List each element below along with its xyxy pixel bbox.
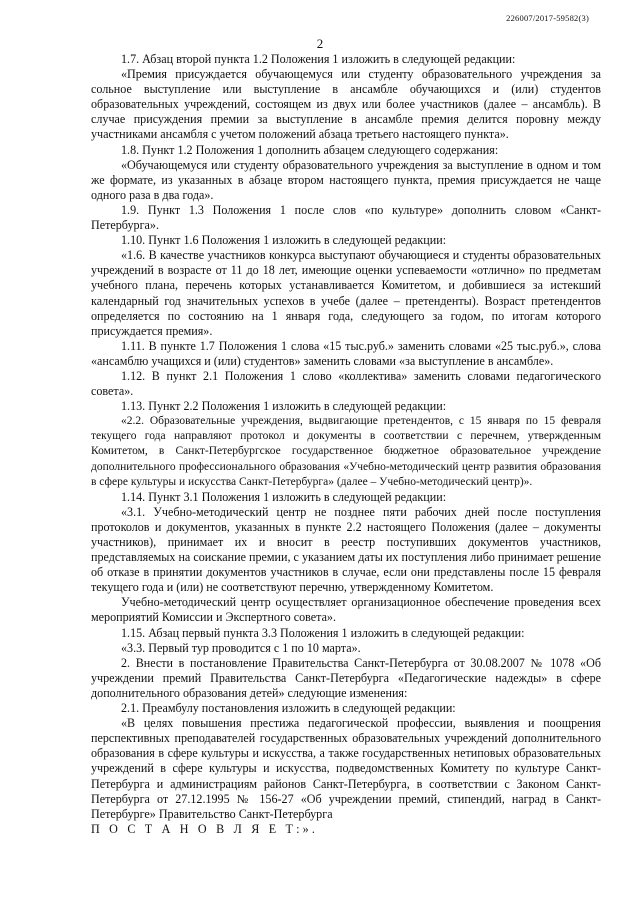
paragraph-1-12: 1.12. В пункт 2.1 Положения 1 слово «коллектива» заменить словами педагогического совета». xyxy=(91,368,601,399)
paragraph-1-10-quote: «1.6. В качестве участников конкурса выступают обучающиеся и студенты образовательных учреждений в возрасте от 11 до 18 лет, имеющие оценки успеваемости «отлично» по предметам учебного плана, перечень которых устанавливается Комитетом, и добившиеся за истекший календарный год значительных успехов в учебе (далее – претенденты). Возраст претендентов определяется по состоянию на 1 января года, следующего за годом, по итогам которого присуждается премия». xyxy=(91,248,601,338)
paragraph-1-13-quote: «2.2. Образовательные учреждения, выдвигающие претендентов, с 15 января по 15 февраля текущего года направляют протокол и документы в соответствии с перечнем, утвержденным Комитетом, в Санкт-Петербургское государственное бюджетное образовательное учреждение дополнительного профессионального образования «Учебно-методический центр развития образования в сфере культуры и искусства Санкт-Петербурга» (далее – Учебно-методический центр)». xyxy=(91,415,601,488)
paragraph-1-10: 1.10. Пункт 1.6 Положения 1 изложить в следующей редакции: xyxy=(121,233,447,248)
paragraph-1-11: 1.11. В пункте 1.7 Положения 1 слова «15 тыс.руб.» заменить словами «25 тыс.руб.», слова «ансамблю учащихся и (или) студентов» заменить словами «за выступление в ансамбле». xyxy=(91,338,601,368)
paragraph-2-1: 2.1. Преамбулу постановления изложить в следующей редакции: xyxy=(121,701,456,716)
paragraph-2-1-quote: «В целях повышения престижа педагогической профессии, выявления и поощрения перспективных преподавателей государственных образовательных учреждений дополнительного образования в сфере культуры и искусства, а также государственных нетиповых образовательных учреждений в сфере культуры и искусства, подведомственных Комитету по культуре Санкт-Петербурга и администрациям районов Санкт-Петербурга, в соответствии с Законом Санкт-Петербурга от 27.12.1995 № 156-27 «Об учреждении премий, стипендий, наград в Санкт-Петербурге» Правительство Санкт-Петербурга xyxy=(91,716,601,821)
paragraph-1-15: 1.15. Абзац первый пункта 3.3 Положения 1 изложить в следующей редакции: xyxy=(121,625,525,640)
paragraph-1-8-quote: «Обучающемуся или студенту образовательного учреждения за выступление в одном и том же формате, из указанных в абзаце втором настоящего пункта, премия присуждается не чаще одного раза в два года». xyxy=(91,157,601,202)
paragraph-1-9: 1.9. Пункт 1.3 Положения 1 после слов «по культуре» дополнить словом «Санкт-Петербурга». xyxy=(91,202,601,233)
paragraph-2: 2. Внести в постановление Правительства Санкт-Петербурга от 30.08.2007 № 1078 «Об учреждении премий Правительства Санкт-Петербурга «Педагогические надежды» в сфере дополнительного образования детей» следующие изменения: xyxy=(91,655,601,700)
paragraph-1-14: 1.14. Пункт 3.1 Положения 1 изложить в следующей редакции: xyxy=(121,489,447,504)
paragraph-1-8: 1.8. Пункт 1.2 Положения 1 дополнить абзацем следующего содержания: xyxy=(121,142,499,157)
paragraph-1-14-quote-2: Учебно-методический центр осуществляет организационное обеспечение проведения всех мероприятий Комиссии и Экспертного совета». xyxy=(91,595,601,625)
paragraph-1-7: 1.7. Абзац второй пункта 1.2 Положения 1 изложить в следующей редакции: xyxy=(121,52,516,66)
page-number: 2 xyxy=(316,36,324,51)
paragraph-1-14-quote: «3.1. Учебно-методический центр не позднее пяти рабочих дней после поступления протоколов и документов, указанных в пункте 2.2 настоящего Положения (далее – документы участников), принимает их и вносит в реестр поступивших документов участников, представляемых на соискание премии, с указанием даты их поступления либо принимает решение об отказе в принятии документов участников в случае, если они представлены после 15 февраля текущего года и (или) не соответствуют перечню, утвержденному Комитетом. xyxy=(91,504,601,595)
decree-word: П О С Т А Н О В Л Я Е Т:». xyxy=(91,821,319,836)
paragraph-1-15-quote: «3.3. Первый тур проводится с 1 по 10 марта». xyxy=(121,640,361,655)
document-body xyxy=(91,52,601,837)
paragraph-1-13: 1.13. Пункт 2.2 Положения 1 изложить в следующей редакции: xyxy=(121,399,447,414)
paragraph-1-7-quote: «Премия присуждается обучающемуся или студенту образовательного учреждения за сольное выступление или выступление в ансамбле обучающихся и (или) студентов образовательных учреждений, состоящем из двух или более участников (далее – ансамбль). В случае присуждения премии за выступление в ансамбле премия делится поровну между участниками ансамбля с учетом положений абзаца третьего настоящего пункта». xyxy=(91,67,601,142)
document-id: 226007/2017-59582(3) xyxy=(506,13,589,23)
